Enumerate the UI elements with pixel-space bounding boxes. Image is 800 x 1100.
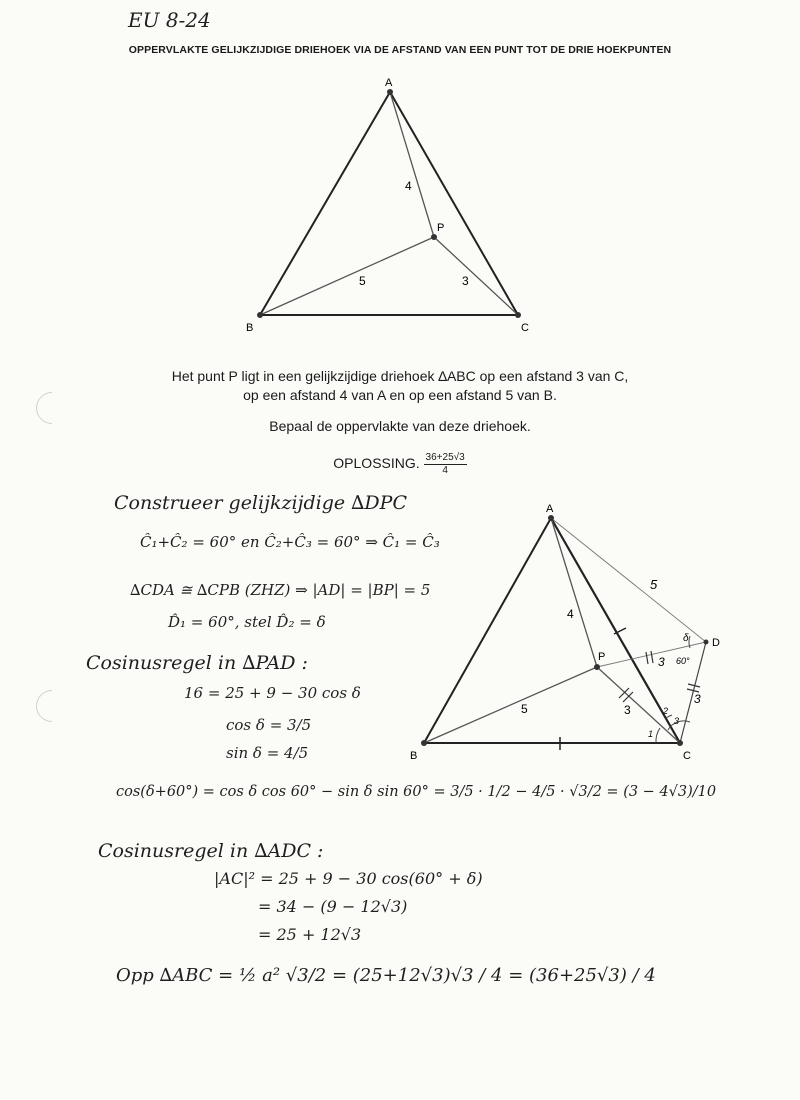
distance-PC: 3 — [462, 274, 469, 288]
problem-line-2: op een afstand 4 van A en op een afstand 5 van B. — [243, 387, 557, 403]
arc-angle-c1 — [656, 728, 660, 743]
hand-line-6: 16 = 25 + 9 − 30 cos δ — [184, 684, 361, 702]
angle-label-delta: δ — [683, 633, 689, 644]
distance2-AD: 5 — [650, 577, 658, 592]
hand-line-13: = 25 + 12√3 — [258, 925, 362, 944]
hand-line-5: Cosinusregel in ∆PAD : — [86, 652, 308, 674]
solution-numerator: 36+25√3 — [425, 452, 465, 463]
tick-PC-1 — [619, 688, 629, 698]
segment2-AD — [551, 518, 706, 642]
label-P: P — [437, 222, 445, 234]
distance2-PB: 5 — [521, 702, 528, 716]
label-C: C — [521, 322, 529, 334]
header-code: EU 8-24 — [128, 8, 211, 32]
hand-line-8: sin δ = 4/5 — [226, 744, 309, 762]
label2-B: B — [410, 750, 418, 762]
tick-PC-2 — [623, 692, 633, 702]
distance-PB: 5 — [359, 274, 366, 288]
angle-label-c1: 1 — [648, 729, 654, 739]
segment2-PB — [424, 667, 597, 743]
label2-P: P — [598, 651, 606, 663]
distance2-PC: 3 — [624, 703, 631, 717]
hand-line-12: = 34 − (9 − 12√3) — [258, 897, 408, 916]
label2-C: C — [683, 750, 691, 762]
problem-line-3: Bepaal de oppervlakte van deze driehoek. — [269, 418, 531, 434]
hand-line-2: Ĉ₁+Ĉ₂ = 60° en Ĉ₂+Ĉ₃ = 60° ⇒ Ĉ₁ = Ĉ₃ — [140, 533, 440, 551]
vertex2-C-point — [677, 740, 683, 746]
hand-line-9: cos(δ+60°) = cos δ cos 60° − sin δ sin 60° = 3/5 · 1/2 − 4/5 · √3/2 = (3 − 4√3)/10 — [116, 784, 717, 800]
hand-line-11: |AC|² = 25 + 9 − 30 cos(60° + δ) — [214, 869, 483, 888]
tick-PD-1 — [646, 652, 648, 664]
hand-line-7: cos δ = 3/5 — [226, 716, 312, 734]
hand-line-14: Opp ∆ABC = ½ a² √3/2 = (25+12√3)√3 / 4 = (36+25√3) / 4 — [116, 965, 656, 986]
angle-label-c2: 2 — [663, 706, 669, 716]
side2-AB — [424, 518, 551, 743]
label-B: B — [246, 322, 254, 334]
solution-label: OPLOSSING. — [333, 455, 420, 472]
distance-PA: 4 — [405, 179, 412, 193]
label2-D: D — [712, 637, 720, 649]
page-title: OPPERVLAKTE GELIJKZIJDIGE DRIEHOEK VIA DE AFSTAND VAN EEN PUNT TOT DE DRIE HOEKPUNTEN — [128, 44, 672, 56]
vertex2-B-point — [421, 740, 427, 746]
label2-A: A — [546, 503, 554, 515]
point2-D — [704, 640, 709, 645]
hand-line-1: Construeer gelijkzijdige ∆DPC — [114, 492, 407, 514]
angle-label-c3: 3 — [674, 716, 680, 726]
hand-line-3: ∆CDA ≅ ∆CPB (ZHZ) ⇒ |AD| = |BP| = 5 — [130, 581, 431, 599]
solution-denominator: 4 — [442, 465, 448, 476]
distance2-CD: 3 — [694, 692, 701, 706]
segment2-PC — [597, 667, 680, 743]
hand-line-4: D̂₁ = 60°, stel D̂₂ = δ — [168, 613, 326, 631]
point2-P — [594, 664, 600, 670]
tick-PD-2 — [651, 651, 653, 663]
arc-angle-d — [689, 636, 690, 648]
problem-line-1: Het punt P ligt in een gelijkzijdige driehoek ∆ABC op een afstand 3 van C, — [171, 368, 629, 384]
segment2-PA — [551, 518, 597, 667]
vertex2-A-point — [548, 515, 554, 521]
side2-AC — [551, 518, 680, 743]
angle-label-60: 60° — [676, 656, 690, 666]
distance2-PA: 4 — [567, 607, 574, 621]
distance2-PD: 3 — [658, 655, 665, 669]
hand-line-10: Cosinusregel in ∆ADC : — [98, 840, 324, 862]
label-A: A — [385, 77, 393, 89]
